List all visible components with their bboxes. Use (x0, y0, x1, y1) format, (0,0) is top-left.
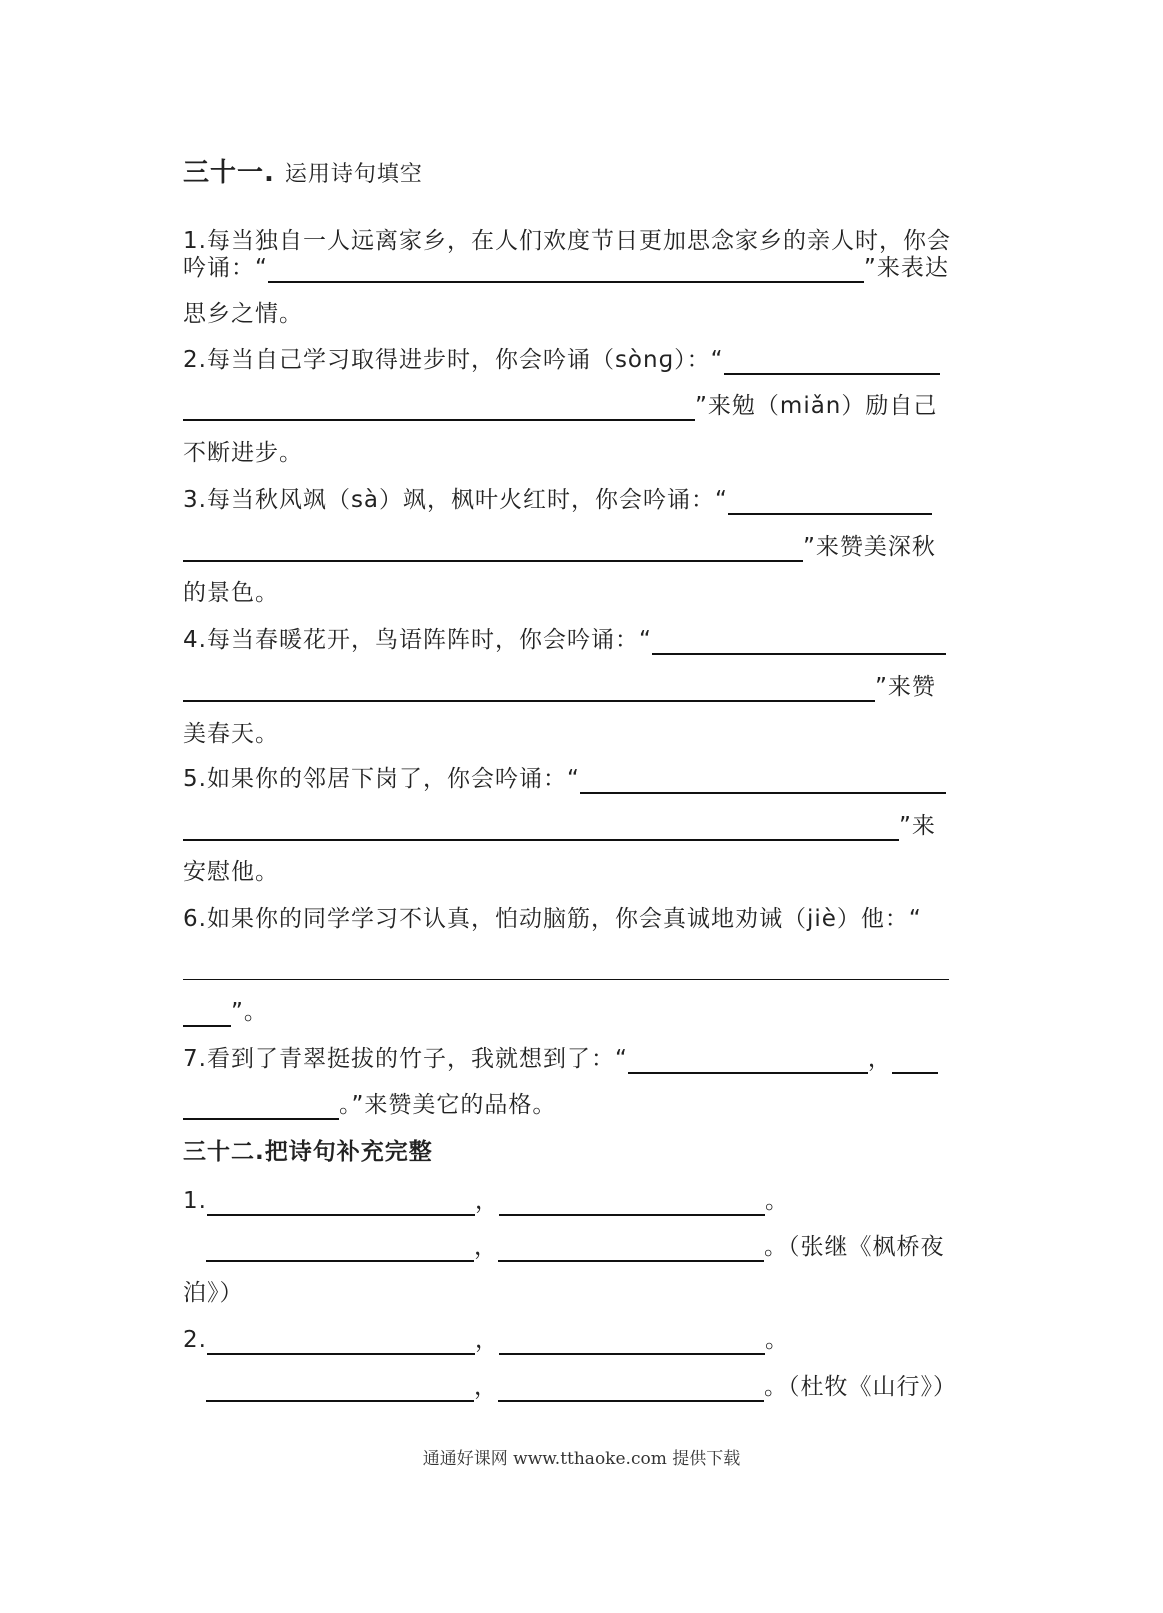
question-5-text: 5.如果你的邻居下岗了，你会吟诵：“ (183, 766, 580, 792)
poem-blank-1b[interactable] (499, 1188, 765, 1216)
poem-1-source-end: 泊》） (183, 1280, 244, 1306)
answer-blank-5b[interactable] (183, 813, 899, 841)
question-5-ending: 安慰他。 (183, 859, 279, 885)
question-2-ending: 不断进步。 (183, 440, 303, 466)
poem-1-source: 。（张继《枫桥夜 (764, 1234, 945, 1260)
poem-blank-1c[interactable] (206, 1234, 474, 1262)
question-6-line-2 (183, 950, 956, 980)
question-4-text: 4.每当春暖花开，鸟语阵阵时，你会吟诵：“ (183, 627, 652, 653)
question-7-comma: ， (867, 1046, 892, 1072)
answer-blank-7a[interactable] (628, 1046, 868, 1074)
section-31-title: 运用诗句填空 (284, 162, 423, 187)
question-3-line-1 (183, 485, 956, 515)
question-4-line-2 (183, 672, 956, 702)
poem-1-line-1 (183, 1186, 956, 1216)
question-4-line-1 (183, 625, 956, 655)
answer-blank-7b[interactable] (892, 1046, 938, 1074)
answer-blank-5a[interactable] (580, 766, 946, 794)
question-5-line-1 (183, 764, 956, 794)
poem-2-line-2 (183, 1372, 956, 1402)
question-7-suffix: 。”来赞美它的品格。 (339, 1092, 557, 1118)
question-3-ending: 的景色。 (183, 580, 279, 606)
poem-2-comma-2: ， (474, 1374, 498, 1400)
question-3-line-3 (183, 578, 956, 608)
question-6-line-3 (183, 997, 956, 1027)
question-1-line-3 (183, 299, 956, 329)
question-1-prompt: 吟诵：“ (183, 255, 268, 281)
question-7-text: 7.看到了青翠挺拔的竹子，我就想到了：“ (183, 1046, 628, 1072)
question-2-text: 2.每当自己学习取得进步时，你会吟诵（sònɡ）：“ (183, 347, 724, 373)
question-3-suffix: ”来赞美深秋 (803, 534, 936, 560)
question-6-suffix: ”。 (231, 999, 268, 1025)
question-6-text: 6.如果你的同学学习不认真，怕动脑筋，你会真诚地劝诫（jiè）他：“ (183, 906, 922, 932)
poem-1-comma-2: ， (474, 1234, 498, 1260)
section-31-number: 三十一. (183, 158, 275, 188)
answer-blank-4a[interactable] (652, 627, 946, 655)
answer-blank-4b[interactable] (183, 674, 875, 702)
question-1-text: 1.每当独自一人远离家乡，在人们欢度节日更加思念家乡的亲人时，你会 (183, 228, 951, 254)
poem-2-line-1 (183, 1325, 956, 1355)
question-2-line-1 (183, 345, 956, 375)
poem-blank-2a[interactable] (207, 1327, 475, 1355)
answer-blank-6a[interactable] (183, 953, 949, 980)
poem-1-comma: ， (474, 1188, 499, 1214)
answer-blank-7c[interactable] (183, 1092, 339, 1120)
question-1-ending: 思乡之情。 (183, 301, 303, 327)
question-6-line-1 (183, 904, 956, 934)
answer-blank-2a[interactable] (724, 347, 940, 375)
poem-blank-1a[interactable] (207, 1188, 475, 1216)
poem-1-line-3 (183, 1278, 956, 1308)
answer-blank-6b[interactable] (183, 999, 231, 1027)
poem-2-comma: ， (474, 1327, 499, 1353)
poem-blank-2b[interactable] (499, 1327, 765, 1355)
question-3-line-2 (183, 532, 956, 562)
question-3-text: 3.每当秋风飒（sà）飒，枫叶火红时，你会吟诵：“ (183, 487, 728, 513)
question-7-line-2 (183, 1090, 956, 1120)
question-1-suffix: ”来表达 (863, 255, 949, 281)
question-2-line-3 (183, 438, 956, 468)
footer-credit: 通通好课网 www.tthaoke.com 提供下载 (422, 1449, 741, 1469)
poem-1-line-2 (183, 1232, 956, 1262)
poem-blank-2d[interactable] (498, 1374, 764, 1402)
poem-1-number: 1. (183, 1188, 207, 1214)
question-1-line-2 (183, 253, 956, 283)
question-4-ending: 美春天。 (183, 721, 279, 747)
section-31-heading (183, 158, 956, 190)
question-1-line-1 (183, 226, 956, 256)
question-7-line-1 (183, 1044, 956, 1074)
question-5-line-2 (183, 811, 956, 841)
poem-2-source: 。（杜牧《山行》） (764, 1374, 957, 1400)
poem-blank-2c[interactable] (206, 1374, 474, 1402)
poem-blank-1d[interactable] (498, 1234, 764, 1262)
answer-blank-1[interactable] (268, 255, 864, 283)
question-2-suffix: ”来勉（miǎn）励自己 (695, 393, 938, 419)
poem-2-number: 2. (183, 1327, 207, 1353)
answer-blank-2b[interactable] (183, 393, 695, 421)
question-2-line-2 (183, 391, 956, 421)
answer-blank-3b[interactable] (183, 534, 803, 562)
poem-1-period: 。 (764, 1188, 789, 1214)
poem-2-period: 。 (764, 1327, 789, 1353)
question-4-line-3 (183, 719, 956, 749)
question-5-suffix: ”来 (899, 813, 936, 839)
section-32-heading: 三十二.把诗句补充完整 (183, 1139, 433, 1165)
question-4-suffix: ”来赞 (875, 674, 936, 700)
answer-blank-3a[interactable] (728, 487, 932, 515)
question-5-line-3 (183, 857, 956, 887)
